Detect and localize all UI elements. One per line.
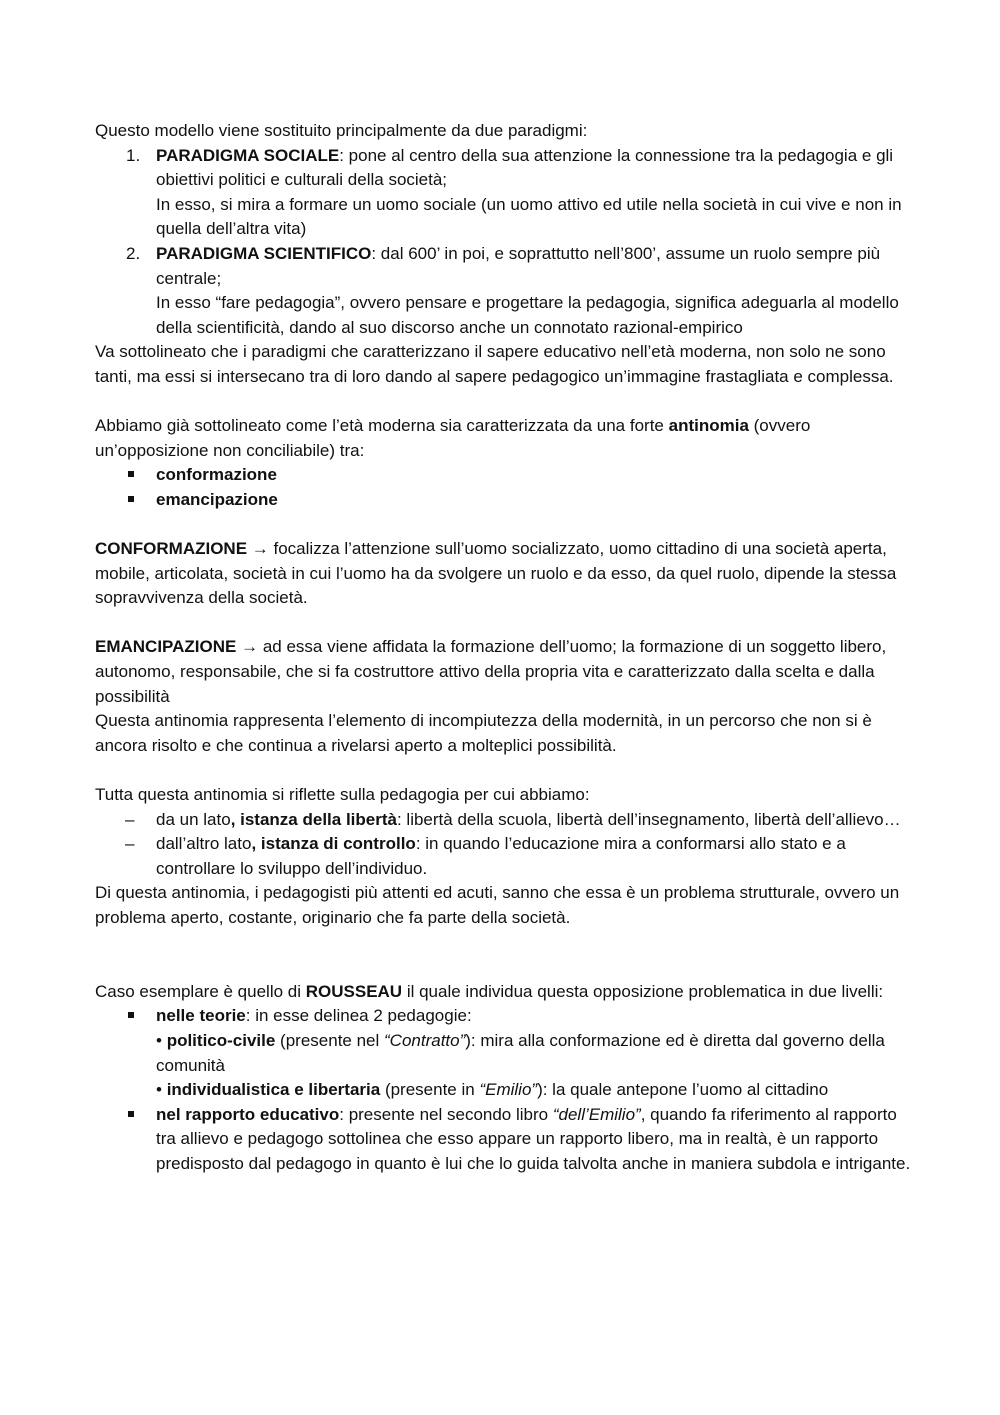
conformazione-label: CONFORMAZIONE	[95, 539, 248, 559]
square-bullet-icon	[128, 471, 134, 477]
rousseau-name: ROUSSEAU	[305, 981, 403, 1001]
riflette-outro: Di questa antinomia, i pedagogisti più attenti ed acuti, sanno che essa è un problema strutturale, ovvero un problema aperto, costante, originario che fa parte della società.	[95, 883, 900, 927]
square-bullet-icon	[128, 496, 134, 502]
conformazione-paragraph: CONFORMAZIONE → focalizza l’attenzione sull’uomo socializzato, uomo cittadino di una società aperta, mobile, articolata, società in cui l’uomo ha da svolgere un ruolo e da esso, da quel ruolo, dipende la stessa sopravvivenza della società.	[95, 539, 897, 608]
arrow-right-icon: →	[241, 637, 259, 657]
intro-paragraph: Questo modello viene sostituito principalmente da due paradigmi:	[95, 121, 588, 140]
sub-item-individualistica: • individualistica e libertaria (presente in “Emilio”): la quale antepone l’uomo al cittadino	[156, 1080, 829, 1100]
emancipazione-paragraph: EMANCIPAZIONE → ad essa viene affidata la formazione dell’uomo; la formazione di un soggetto libero, autonomo, responsabile, che si fa costruttore attivo della propria vita e caratterizzato dalla scelta e dalla possibilità	[95, 637, 887, 706]
dash-item-liberta: – da un lato, istanza della libertà: libertà della scuola, libertà dell’insegnamento, libertà dell’allievo…	[95, 808, 915, 833]
bullet-item-rapporto: nel rapporto educativo: presente nel secondo libro “dell’Emilio”, quando fa riferimento al rapporto tra allievo e pedagogo sottolinea che esso appare un rapporto libero, ma in realtà, è un rapporto predisposto dal pedagogo in quanto è lui che lo guida talvolta anche in maniera subdola e intrigante.	[95, 1103, 915, 1177]
bullet-item-conformazione: conformazione	[95, 463, 915, 488]
paradigm-text-2: In esso, si mira a formare un uomo sociale (un uomo attivo ed utile nella società in cui vive e non in quella dell’altra vita)	[156, 194, 902, 239]
list-number: 2.	[126, 243, 141, 263]
dot-bullet-icon: •	[156, 1030, 162, 1050]
bullet-item-teorie: nelle teorie: in esse delinea 2 pedagogie: • politico-civile (presente nel “Contratto”): mira alla conformazione ed è diretta dal governo della comunità • individualistica e libertaria (presente in “Emilio”): la quale antepone l’uomo al cittadino	[95, 1004, 915, 1102]
paradigm-item-scientific	[95, 242, 915, 340]
paradigm-title: PARADIGMA SCIENTIFICO	[156, 243, 372, 263]
bullet-item-emancipazione: emancipazione	[95, 488, 915, 513]
square-bullet-icon	[128, 1012, 134, 1018]
dash-bullet-icon: –	[125, 834, 135, 854]
antinomia-paragraph: Abbiamo già sottolineato come l’età moderna sia caratterizzata da una forte antinomia (ovvero un’opposizione non conciliabile) tra:	[95, 416, 811, 460]
dash-item-controllo: – dall’altro lato, istanza di controllo: in quando l’educazione mira a conformarsi allo stato e a controllare lo sviluppo dell’individuo.	[125, 834, 846, 878]
dot-bullet-icon: •	[156, 1080, 162, 1100]
paradigm-text: : dal 600’ in poi, e soprattutto nell’800’, assume un ruolo sempre più centrale;	[156, 243, 881, 288]
list-number: 1.	[126, 145, 141, 165]
rousseau-paragraph: Caso esemplare è quello di ROUSSEAU il quale individua questa opposizione problematica in due livelli:	[95, 981, 884, 1001]
paradigms-note-paragraph: Va sottolineato che i paradigmi che caratterizzano il sapere educativo nell’età moderna, non solo ne sono tanti, ma essi si intersecano tra di loro dando al sapere pedagogico un’immagine frastagliata e complessa.	[95, 342, 894, 386]
sub-item-politico-civile: • politico-civile (presente nel “Contratto”): mira alla conformazione ed è diretta dal governo della comunità	[156, 1030, 885, 1075]
riflette-intro: Tutta questa antinomia si riflette sulla pedagogia per cui abbiamo:	[95, 785, 590, 805]
emancipazione-label: EMANCIPAZIONE	[95, 637, 237, 657]
paradigm-item-social	[95, 144, 915, 242]
document-body	[95, 119, 915, 1177]
dash-bullet-icon: –	[125, 809, 135, 829]
square-bullet-icon	[128, 1111, 134, 1117]
paradigm-text: : pone al centro della sua attenzione la connessione tra la pedagogia e gli obiettivi politici e culturali della società;	[156, 145, 894, 190]
antinomia-term: antinomia	[668, 416, 749, 436]
incompiutezza-paragraph: Questa antinomia rappresenta l’elemento di incompiutezza della modernità, in un percorso che non si è ancora risolto e che continua a rivelarsi aperto a molteplici possibilità.	[95, 711, 872, 755]
paradigm-text-2: In esso “fare pedagogia”, ovvero pensare e progettare la pedagogia, significa adeguarla al modello della scientificità, dando al suo discorso anche un connotato razional-empirico	[156, 293, 899, 337]
arrow-right-icon: →	[251, 539, 269, 559]
paradigm-title: PARADIGMA SOCIALE	[156, 145, 340, 165]
